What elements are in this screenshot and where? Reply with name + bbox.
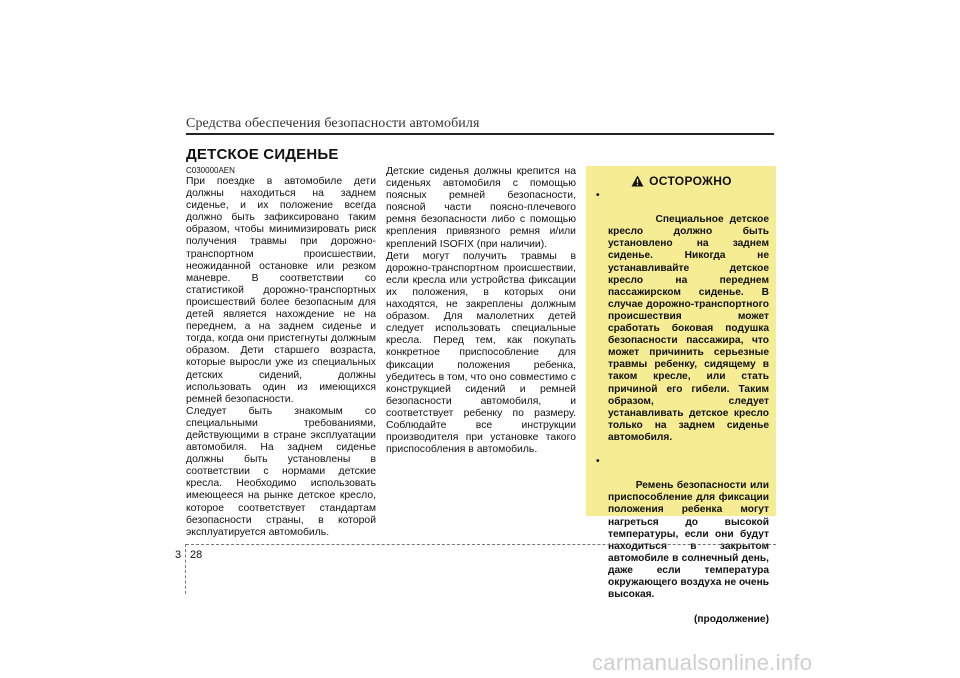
- warning-item-text: Специальное детское кресло должно быть установлено на заднем сиденье. Никогда не устанавливайте детское кресло на переднем пассажирском сиденье. В случае дорожно-транспортного происшествия может сработать боковая подушка безопасности пассажира, что может причинить серьезные травмы ребенку, сидящему в таком кресле, или стать причиной его гибели. Таким образом, следует устанавливать детское кресло только на заднем сиденье автомобиля.: [608, 214, 772, 443]
- chapter-number: 3: [175, 549, 182, 561]
- footer-divider: [186, 544, 776, 545]
- body-column-1: При поездке в автомобиле дети должны находиться на заднем сиденье, и их положение всегда должно быть зафиксировано таким образом, чтобы минимизировать риск получения травмы при дорожно-транспортном происшествии, неожиданной остановке или резком маневре. В соответствии со статистикой дорожно-транспортных происшествий более безопасным для детей является нахождение не на переднем, а на заднем сиденье и тогда, когда они пристегнуты должным образом. Дети старшего возраста, которые выросли уже из специальных детских сидений, должны использовать один из имеющихся ремней безопасности. Следует быть знакомым со специальными требованиями, действующими в стране эксплуатации автомобиля. На заднем сиденье должны быть установлены в соответствии с нормами детские кресла. Необходимо использовать имеющееся на рынке детское кресло, которое соответствует стандартам безопасности страны, в которой эксплуатируется автомобиль.: [186, 176, 376, 538]
- warning-item: [594, 190, 772, 456]
- chapter-header-title: Средства обеспечения безопасности автомобиля: [186, 116, 480, 131]
- warning-header: [594, 174, 769, 188]
- body-column-2: Детские сиденья должны крепится на сиденьях автомобиля с помощью поясных ремней безопасности, поясной части поясно-плечевого ремня безопасности либо с помощью крепления привязного ремня и/или креплений ISOFIX (при наличии). Дети могут получить травмы в дорожно-транспортном происшествии, если кресла или устройства фиксации их положения, в которых они находятся, не закреплены должным образом. Для малолетних детей следует использовать специальные кресла. Перед тем, как покупать конкретное приспособление для фиксации положения ребенка, убедитесь в том, что оно совместимо с конструкцией сидений и ремней безопасности автомобиля, и соответствует ребенку по размеру. Соблюдайте все инструкции производителя при установке такого приспособления в автомобиль.: [386, 166, 576, 456]
- page-number: 28: [190, 549, 203, 561]
- bullet: •: [596, 190, 600, 201]
- header-divider: [186, 133, 774, 135]
- warning-title: ОСТОРОЖНО: [649, 174, 732, 188]
- section-code: C030000AEN: [186, 166, 235, 175]
- warning-item-text: Ремень безопасности или приспособление для фиксации положения ребенка могут нагреться до высокой температуры, если они будут находиться в закрытом автомобиле в солнечный день, даже если температура окружающего воздуха не очень высокая.: [608, 480, 772, 601]
- warning-box: [586, 166, 776, 626]
- watermark: carmanualsonline.info: [592, 650, 813, 675]
- section-title: ДЕТСКОЕ СИДЕНЬЕ: [186, 146, 339, 163]
- bullet: •: [596, 456, 600, 468]
- warning-list: [594, 190, 772, 613]
- footer-vertical-divider: [185, 544, 186, 594]
- continued-label: (продолжение): [694, 614, 769, 626]
- warning-triangle-icon: [631, 175, 644, 187]
- warning-item: [594, 456, 772, 613]
